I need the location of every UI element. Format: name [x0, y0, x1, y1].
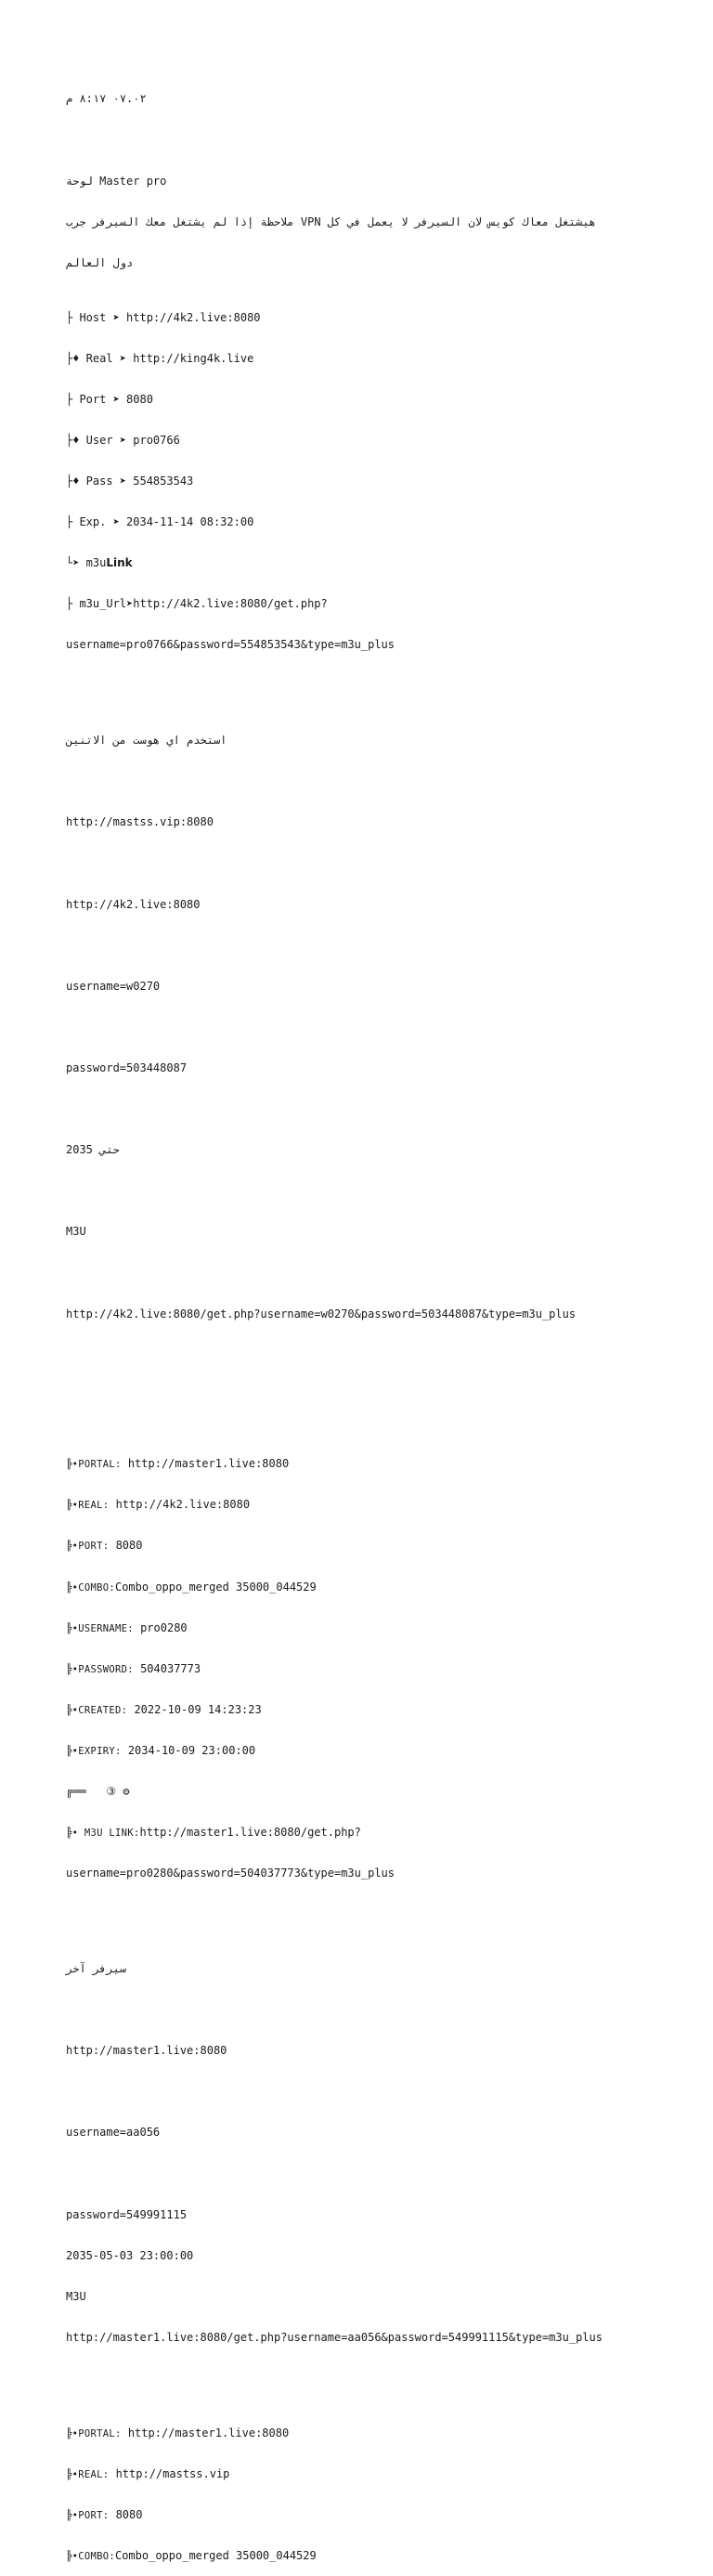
server1-m3u-url-1: ├ m3u_Url➤http://4k2.live:8080/get.php? [66, 597, 328, 611]
server2-created [66, 1703, 679, 1717]
label: ╠•USERNAME: [66, 1622, 134, 1634]
spacer [66, 1361, 679, 1375]
server2-username [66, 1621, 679, 1635]
note-line-1: هيشتغل معاك كويس لان السيرفر لا يعمل في كل VPN ملاحظة إذا لم يشتغل معك السيرفر جرب [66, 215, 596, 228]
host-c: http://master1.live:8080 [66, 2044, 227, 2058]
server2-combo [66, 1581, 679, 1594]
server1-m3u-url-2: username=pro0766&password=554853543&type=m3u_plus [66, 638, 395, 652]
spacer [66, 1102, 679, 1116]
server2-m3u-link [66, 1826, 679, 1840]
spacer [66, 2003, 679, 2017]
note-line-2: دول العالم [66, 255, 134, 269]
m3u-link-bold: Link [106, 556, 133, 570]
label: ╠•EXPIRY: [66, 1745, 122, 1757]
username-c: username=aa056 [66, 2126, 161, 2140]
value: 2034-10-09 23:00:00 [121, 1743, 256, 1757]
spacer [66, 1402, 679, 1416]
label: ╠•PORTAL: [66, 2427, 122, 2439]
value: http://master1.live:8080 [121, 2426, 290, 2439]
server1-pass: ├♦ Pass ➤ 554853543 [66, 474, 194, 488]
value: Combo_oppo_merged 35000_044529 [114, 1580, 317, 1594]
spacer [66, 1184, 679, 1198]
host-b: http://4k2.live:8080 [66, 897, 201, 911]
spacer [66, 774, 679, 788]
timestamp: ٠٧.٠٢ ٨:١٧ م [66, 92, 147, 106]
label: ╠•REAL: [66, 2468, 110, 2480]
spacer [66, 1021, 679, 1034]
host-a: http://mastss.vip:8080 [66, 815, 214, 829]
value: http://4k2.live:8080 [109, 1498, 251, 1512]
value: 8080 [109, 2507, 143, 2521]
use-any-host: استخدم اي هوست من الاتنين [66, 734, 227, 748]
server2-divider: ╔══ ③ ⚙ [66, 1784, 130, 1798]
label: ╠•CREATED: [66, 1704, 128, 1716]
label: ╠•PASSWORD: [66, 1663, 134, 1675]
panel-title: لوحة Master pro [66, 174, 167, 188]
username-a: username=w0270 [66, 979, 161, 993]
value: 8080 [109, 1539, 143, 1553]
label: ╠•PORTAL: [66, 1459, 122, 1471]
spacer [66, 693, 679, 707]
spacer [66, 1921, 679, 1935]
value: Combo_oppo_merged 35000_044529 [114, 2549, 317, 2563]
server3-portal [66, 2426, 679, 2440]
server1-m3u-link-label [66, 556, 679, 570]
label: ╠•PORT: [66, 1541, 110, 1553]
value: http://master1.live:8080 [121, 1457, 290, 1471]
m3u-label-c: M3U [66, 2289, 86, 2303]
server1-user: ├♦ User ➤ pro0766 [66, 433, 180, 447]
value: pro0280 [133, 1620, 188, 1634]
server2-real [66, 1498, 679, 1512]
server3-port [66, 2508, 679, 2522]
spacer [66, 2386, 679, 2400]
spacer [66, 857, 679, 871]
password-c: password=549991115 [66, 2207, 188, 2221]
value: http://mastss.vip [109, 2466, 230, 2480]
spacer [66, 939, 679, 953]
label: ╠•COMBO: [66, 1581, 115, 1594]
m3u-prefix: └➤ m3u [66, 556, 107, 570]
spacer [66, 1266, 679, 1280]
expiry-c: 2035-05-03 23:00:00 [66, 2248, 194, 2262]
server2-expiry [66, 1744, 679, 1758]
spacer [66, 134, 679, 148]
password-a: password=503448087 [66, 1060, 188, 1074]
server1-exp: ├ Exp. ➤ 2034-11-14 08:32:00 [66, 515, 254, 529]
label: ╠•COMBO: [66, 2551, 115, 2563]
server1-host: ├ Host ➤ http://4k2.live:8080 [66, 310, 261, 324]
label: ╠• M3U LINK: [66, 1828, 140, 1840]
server2-m3u-link-2: username=pro0280&password=504037773&type=m3u_plus [66, 1867, 395, 1880]
server3-real [66, 2467, 679, 2481]
value: 504037773 [133, 1661, 201, 1675]
document-body [66, 65, 679, 2576]
spacer [66, 2167, 679, 2181]
value: http://master1.live:8080/get.php? [139, 1826, 361, 1840]
server3-combo [66, 2549, 679, 2563]
m3u-label-a: M3U [66, 1225, 86, 1239]
label: ╠•REAL: [66, 1500, 110, 1512]
server2-portal [66, 1457, 679, 1471]
value: 2022-10-09 14:23:23 [127, 1702, 262, 1716]
m3u-link-a: http://4k2.live:8080/get.php?username=w0270&password=503448087&type=m3u_plus [66, 1307, 577, 1321]
spacer [66, 2085, 679, 2099]
server2-password [66, 1662, 679, 1676]
m3u-link-c: http://master1.live:8080/get.php?username=aa056&password=549991115&type=m3u_plus [66, 2330, 603, 2344]
until-date: حتي 2035 [66, 1143, 120, 1157]
server2-port [66, 1539, 679, 1553]
server1-port: ├ Port ➤ 8080 [66, 392, 153, 406]
another-server: سيرفر آخر [66, 1962, 127, 1976]
label: ╠•PORT: [66, 2509, 110, 2521]
server1-real: ├♦ Real ➤ http://king4k.live [66, 351, 254, 365]
